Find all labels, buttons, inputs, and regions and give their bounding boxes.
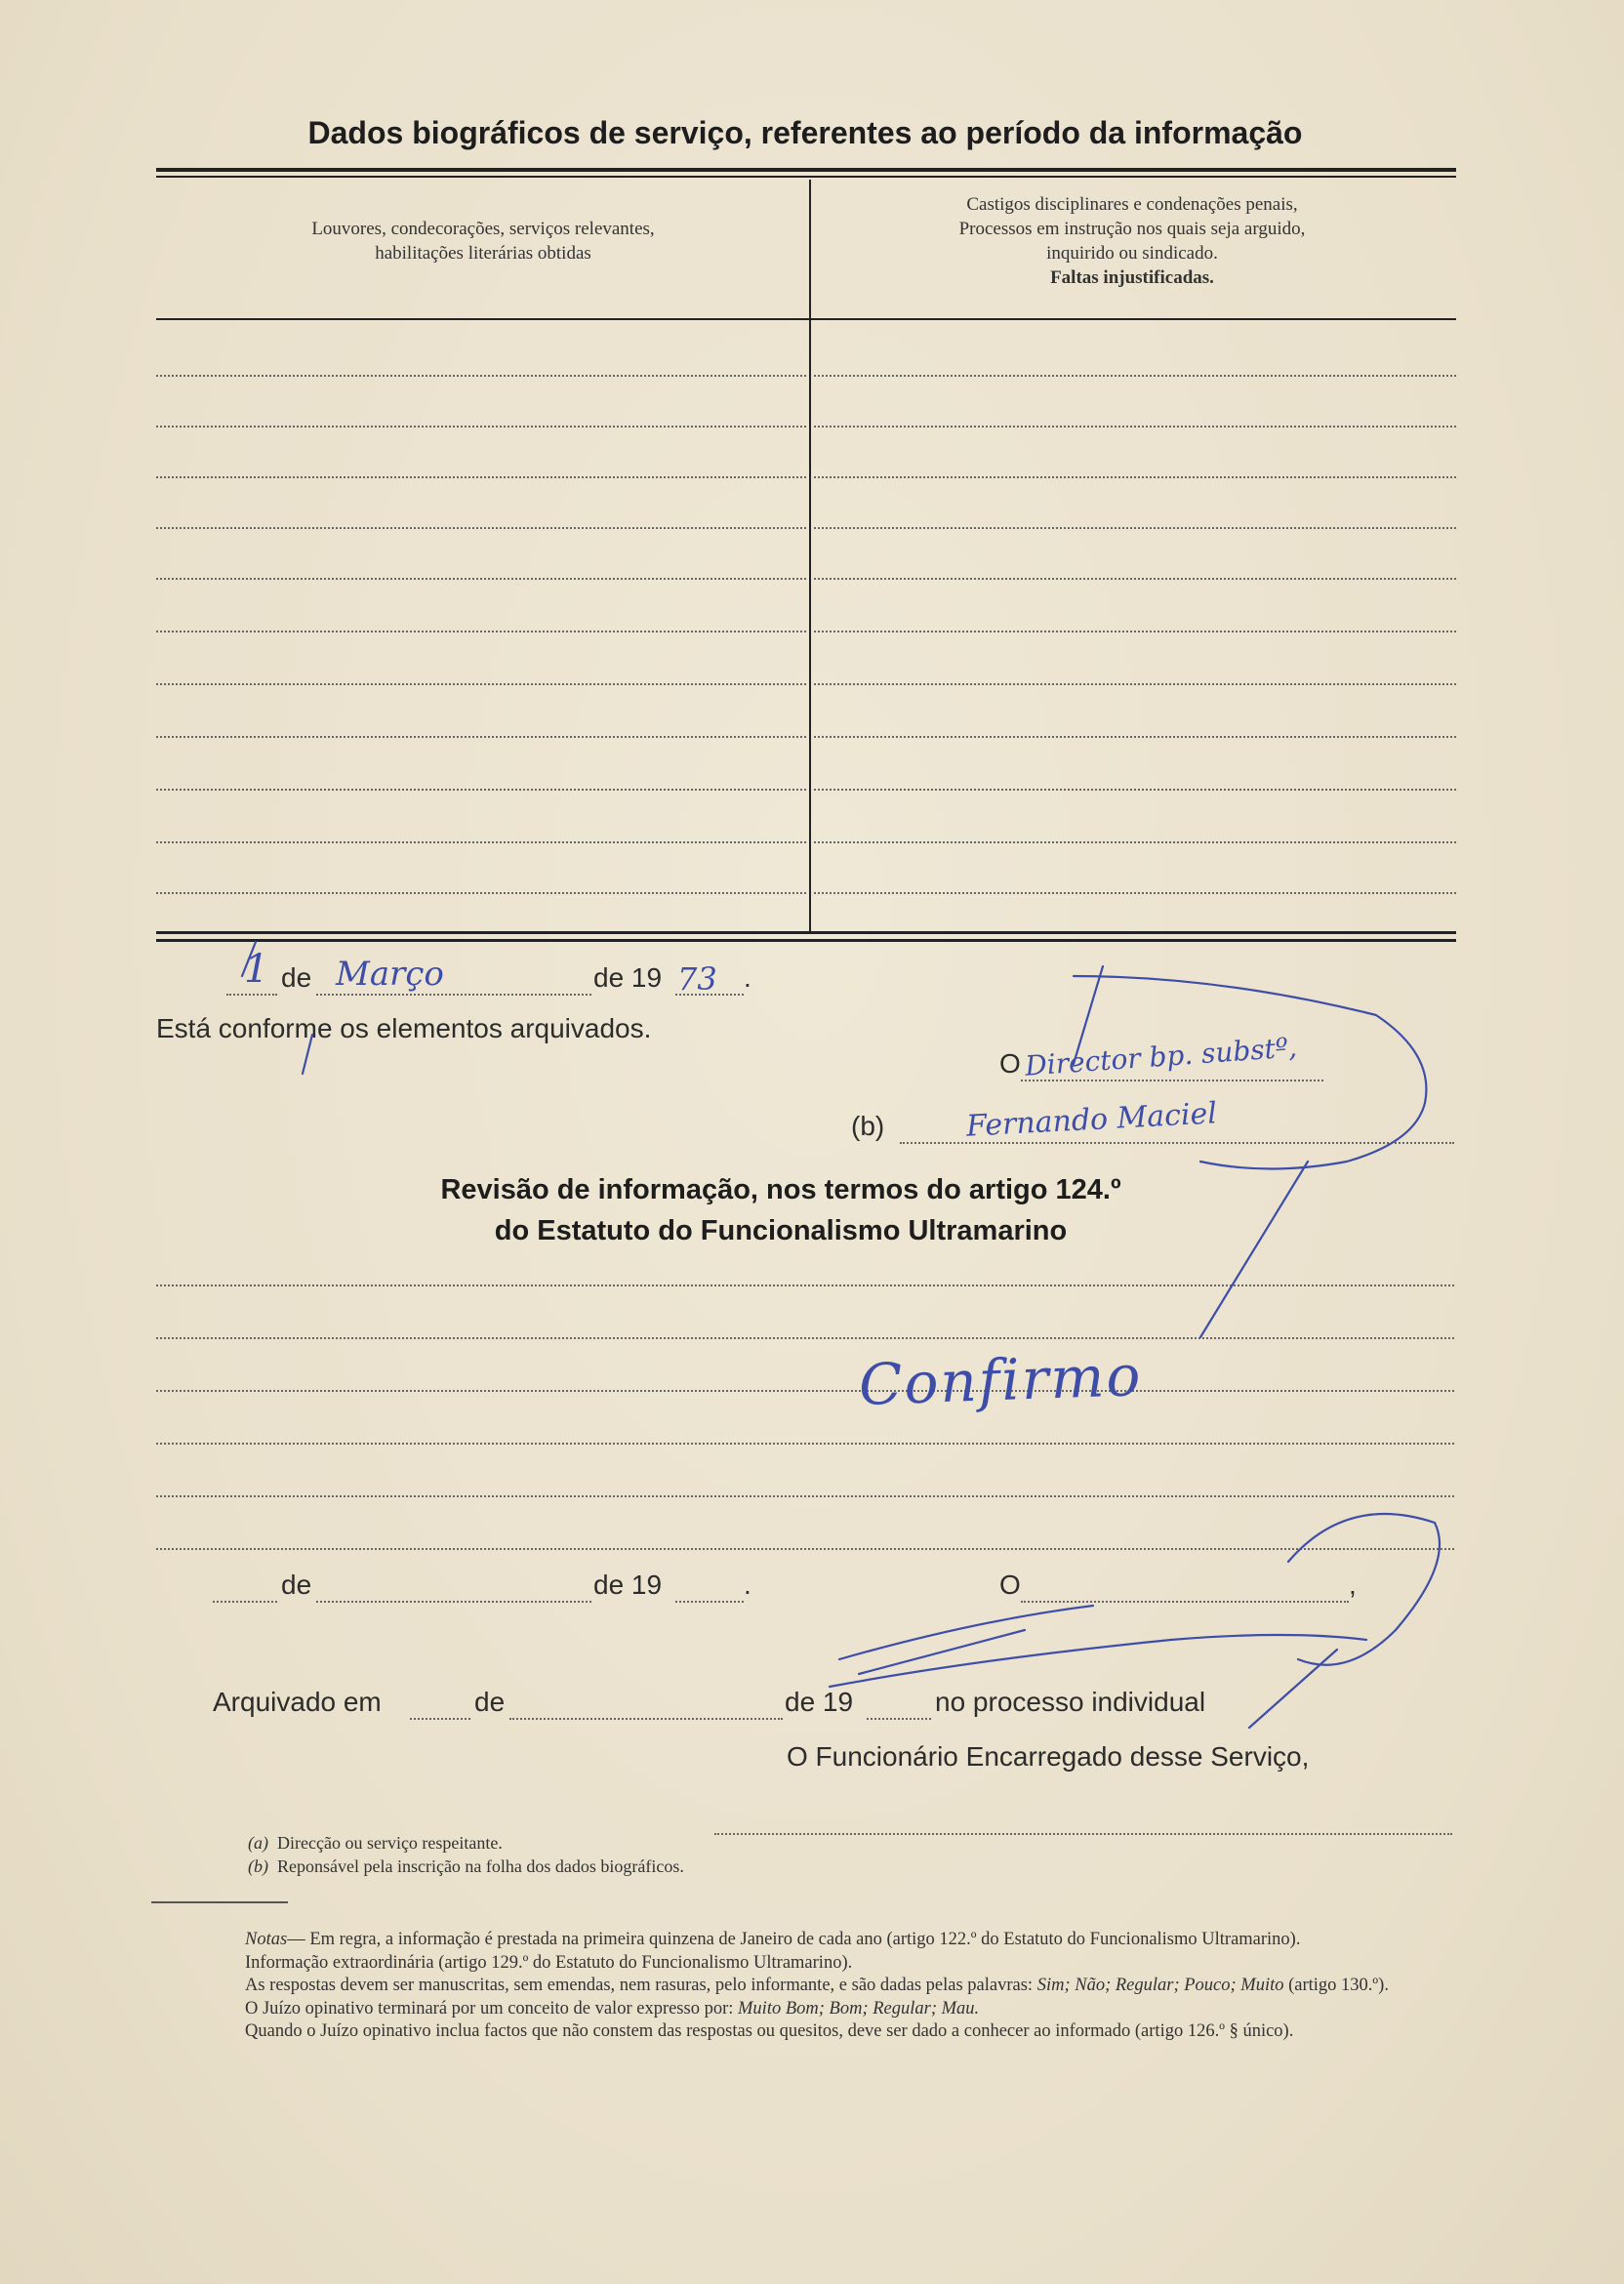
- handwritten-month: Março: [336, 955, 444, 994]
- revision-title: Revisão de informação, nos termos do artigo 124.º do Estatuto do Funcionalismo Ultramarino: [440, 1174, 1121, 1246]
- comma: ,: [1349, 1570, 1357, 1600]
- period: .: [744, 962, 751, 993]
- handwritten-year: 73: [677, 960, 717, 998]
- handwritten-day: 1: [244, 947, 269, 992]
- handwritten-confirmo: Confirmo: [857, 1341, 1144, 1419]
- label-de-19: de 19: [785, 1687, 854, 1717]
- label-de: de: [474, 1687, 506, 1717]
- footnote-b: (b) Reponsável pela inscrição na folha dos dados biográficos.: [248, 1856, 684, 1876]
- label-de: de: [281, 1570, 312, 1600]
- bottom-signature-tail: [1249, 1650, 1337, 1728]
- bottom-signature-strokes-1: [839, 1606, 1093, 1659]
- handwritten-director: Director bp. substº,: [1024, 1031, 1298, 1082]
- bottom-signature-loop: [1288, 1514, 1440, 1665]
- label-o: O: [999, 1570, 1021, 1600]
- slash-stroke: [242, 942, 256, 976]
- label-b: (b): [851, 1111, 885, 1141]
- label-de: de: [281, 962, 312, 993]
- signature-vertical-stroke: [1074, 966, 1103, 1064]
- period: .: [744, 1570, 751, 1600]
- encarregado-label: O Funcionário Encarregado desse Serviço,: [787, 1741, 1310, 1772]
- right-column-heading: Castigos disciplinares e condenações penais, Processos em instrução nos quais seja arguido, inquirido ou sindicado. Faltas injustificadas.: [958, 194, 1306, 288]
- label-de-19: de 19: [593, 962, 663, 993]
- signature-tail: [1200, 1162, 1308, 1337]
- handwritten-b-signature: Fernando Maciel: [965, 1096, 1218, 1144]
- conforme-statement: Está conforme os elementos arquivados.: [156, 1013, 652, 1043]
- label-processo: no processo individual: [935, 1687, 1206, 1717]
- footnote-a: (a) Direcção ou serviço respeitante.: [248, 1833, 503, 1853]
- notes-block: Notas— Em regra, a informação é prestada na primeira quinzena de Janeiro de cada ano (artigo 122.º do Estatuto do Funcionalismo Ultramarino). Informação extraordinária (artigo 129.º do Estatuto do Funcionalismo Ultramarino). As respostas devem ser manuscritas, sem emendas, nem rasuras, pelo informante, e são dadas pelas palavras: Sim; Não; Regular; Pouco; Muito (artigo 130.º). O Juízo opinativo terminará por um conceito de valor expresso por: Muito Bom; Bom; Regular; Mau. Quando o Juízo opinativo inclua factos que não constem das respostas ou quesitos, deve ser dado a conhecer ao informado (artigo 126.º § único).: [245, 1930, 1389, 2041]
- label-de-19: de 19: [593, 1570, 663, 1600]
- label-arquivado-em: Arquivado em: [213, 1687, 382, 1717]
- slash-stroke-lower: [303, 1035, 312, 1074]
- label-o: O: [999, 1048, 1021, 1079]
- left-column-heading: Louvores, condecorações, serviços relevantes, habilitações literárias obtidas: [311, 219, 655, 264]
- signature-flourish-upper: [1074, 976, 1426, 1169]
- page-title: Dados biográficos de serviço, referentes ao período da informação: [307, 115, 1303, 150]
